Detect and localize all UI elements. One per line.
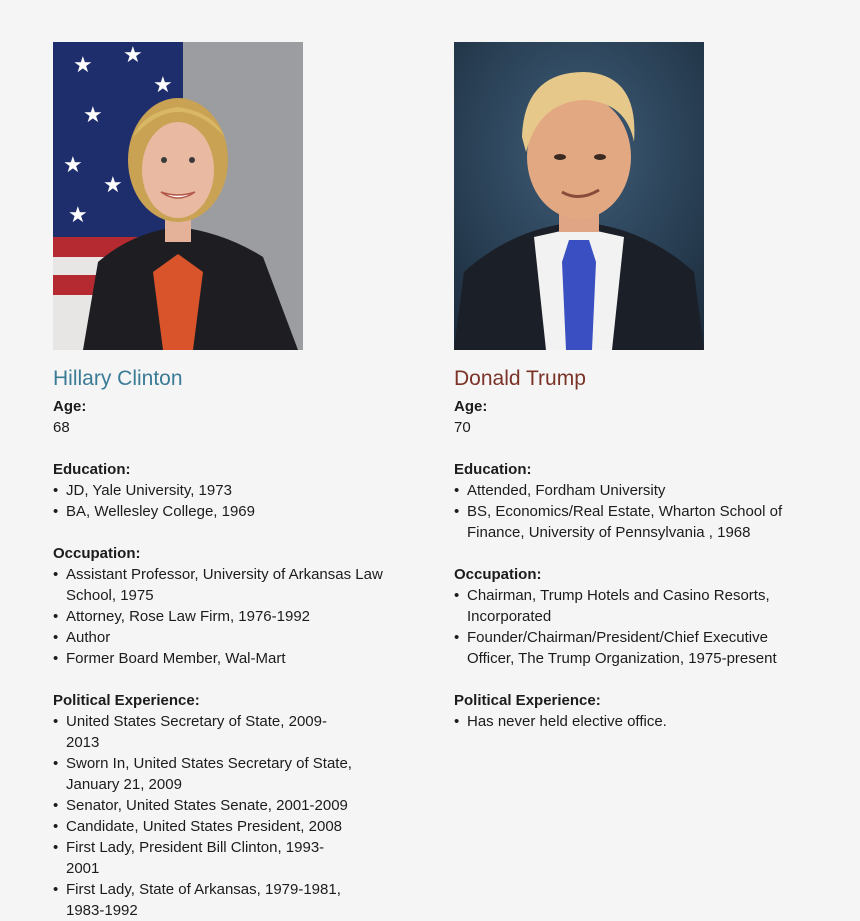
age-value: 70 [454, 419, 471, 436]
list-item: • First Lady, State of Arkansas, 1979-1981, 1983-1992 [53, 879, 353, 921]
svg-text:★: ★ [153, 72, 173, 97]
occupation-list [53, 564, 383, 669]
list-item: • Has never held elective office. [454, 711, 834, 732]
political-experience-list [53, 711, 353, 921]
list-item: • BS, Economics/Real Estate, Wharton School of Finance, University of Pennsylvania , 1968 [454, 501, 784, 543]
svg-text:★: ★ [73, 52, 93, 77]
occupation-list [454, 585, 819, 669]
occupation-label: Occupation: [454, 566, 542, 583]
svg-text:★: ★ [83, 102, 103, 127]
list-item: • First Lady, President Bill Clinton, 1993-2001 [53, 837, 353, 879]
age-label: Age: [454, 398, 488, 415]
list-item: • Former Board Member, Wal-Mart [53, 648, 383, 669]
list-item: • Founder/Chairman/President/Chief Executive Officer, The Trump Organization, 1975-present [454, 627, 819, 669]
political-experience-list [454, 711, 834, 732]
education-list [53, 480, 433, 522]
education-list [454, 480, 784, 543]
svg-text:★: ★ [123, 42, 143, 67]
list-item: • Attorney, Rose Law Firm, 1976-1992 [53, 606, 383, 627]
svg-text:★: ★ [68, 202, 88, 227]
list-item: • Candidate, United States President, 2008 [53, 816, 353, 837]
list-item: • BA, Wellesley College, 1969 [53, 501, 433, 522]
clinton-portrait [53, 42, 303, 350]
education-label: Education: [454, 461, 532, 478]
svg-text:★: ★ [63, 152, 83, 177]
list-item: • Senator, United States Senate, 2001-2009 [53, 795, 353, 816]
candidate-name: Hillary Clinton [53, 367, 183, 390]
education-label: Education: [53, 461, 131, 478]
list-item: • Assistant Professor, University of Arkansas Law School, 1975 [53, 564, 383, 606]
political-experience-label: Political Experience: [53, 692, 200, 709]
occupation-label: Occupation: [53, 545, 141, 562]
candidate-card-clinton [53, 42, 433, 921]
political-experience-label: Political Experience: [454, 692, 601, 709]
trump-portrait [454, 42, 704, 350]
svg-text:★: ★ [103, 172, 123, 197]
list-item: • Author [53, 627, 383, 648]
candidate-card-trump [454, 42, 834, 732]
candidate-name: Donald Trump [454, 367, 586, 390]
age-value: 68 [53, 419, 70, 436]
list-item: • Sworn In, United States Secretary of State, January 21, 2009 [53, 753, 353, 795]
list-item: • Attended, Fordham University [454, 480, 784, 501]
age-label: Age: [53, 398, 87, 415]
list-item: • JD, Yale University, 1973 [53, 480, 433, 501]
list-item: • Chairman, Trump Hotels and Casino Resorts, Incorporated [454, 585, 819, 627]
list-item: • United States Secretary of State, 2009-2013 [53, 711, 353, 753]
